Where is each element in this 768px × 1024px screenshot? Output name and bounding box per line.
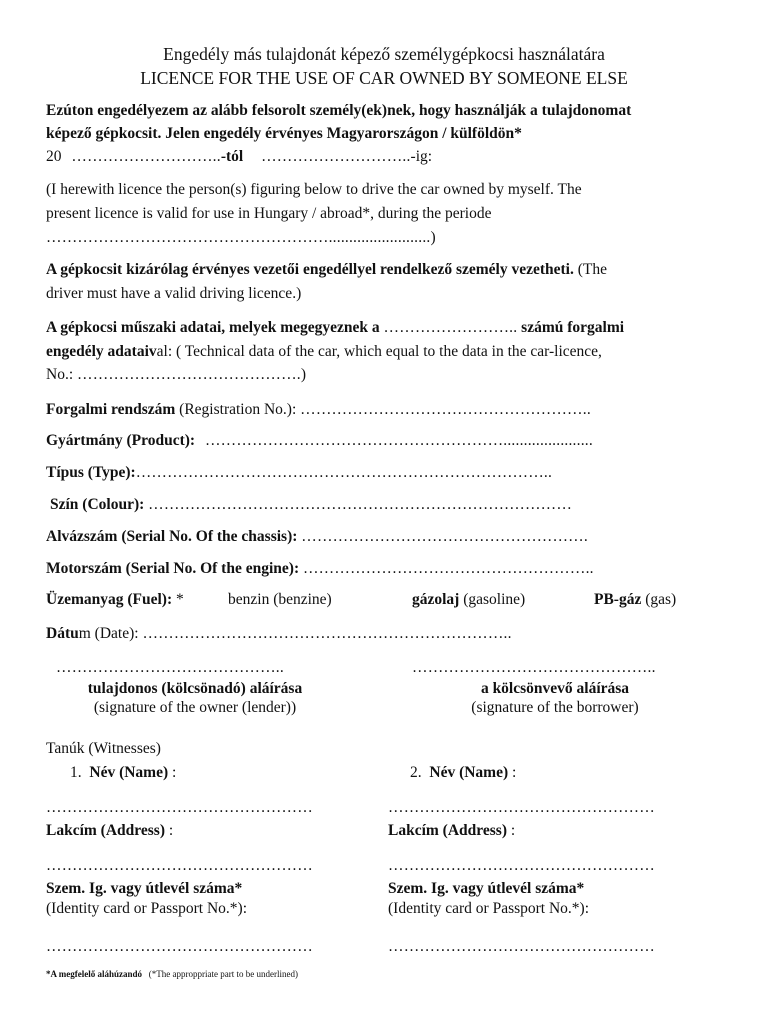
driver-requirement-line1: A gépkocsit kizárólag érvényes vezetői engedéllyel rendelkező személy vezetheti. (The	[46, 261, 607, 278]
fuel-option-gasoline[interactable]: gázolaj (gasoline)	[412, 591, 526, 608]
fuel-option-gas[interactable]: PB-gáz (gas)	[594, 591, 677, 608]
intro-en-period-dots: ……………………………………………….........................)	[46, 229, 436, 246]
intro-en-line2: present licence is valid for use in Hungary / abroad*, during the periode	[46, 205, 492, 222]
title-hungarian: Engedély más tulajdonát képező személygépkocsi használatára	[163, 44, 605, 64]
intro-hu-line1: Ezúton engedélyezem az alább felsorolt személy(ek)nek, hogy használják a tulajdonomat	[46, 102, 632, 119]
registration-dots: ………………………………………………..	[300, 401, 591, 418]
technical-data-line2: engedély adataival: ( Technical data of the car, which equal to the data in the car-licence,	[46, 343, 602, 360]
footnote: *A megfelelő aláhúzandó (*The approppriate part to be underlined)	[46, 969, 298, 979]
witness-1-address-dots: ……………………………………………	[46, 857, 313, 874]
witness-1-name-label: 1. Név (Name) :	[70, 764, 177, 781]
owner-signature-caption: (signature of the owner (lender))	[93, 699, 297, 716]
field-type: Típus (Type):……………………………………………………………………..	[46, 464, 553, 481]
period-to-dots: ………………………..	[261, 148, 411, 165]
owner-signature-label: tulajdonos (kölcsönadó) aláírása	[87, 680, 303, 697]
driver-requirement-line2: driver must have a valid driving licence.)	[46, 285, 302, 302]
product-dots: …………………………………………………......................	[204, 432, 593, 449]
witness-2-name-dots: ……………………………………………	[388, 799, 655, 816]
chassis-dots: ……………………………………………….	[301, 528, 588, 545]
field-colour: Szín (Colour): ………………………………………………………………………	[50, 496, 573, 513]
witness-1-address-label: Lakcím (Address) :	[46, 822, 174, 839]
owner-signature-dots: ……………………………………..	[56, 659, 284, 676]
engine-dots: ………………………………………………..	[302, 560, 594, 577]
witness-2-address-label: Lakcím (Address) :	[388, 822, 516, 839]
validity-period-line: 20 ………………………..-tól ………………………..-ig:	[46, 148, 433, 165]
borrower-signature-label: a kölcsönvevő aláírása	[480, 680, 630, 697]
licence-number-dots: …………………………………….)	[77, 366, 307, 383]
witness-1-id-dots: ……………………………………………	[46, 938, 313, 955]
witness-1-name-dots: ……………………………………………	[46, 799, 313, 816]
fuel-label: Üzemanyag (Fuel): *	[46, 591, 184, 608]
witness-2-id-label: Szem. Ig. vagy útlevél száma*	[388, 880, 585, 897]
borrower-signature-dots: ………………………………………..	[412, 659, 656, 676]
witness-2-id-caption: (Identity card or Passport No.*):	[388, 900, 590, 917]
period-from-dots: ………………………..	[71, 148, 221, 165]
title-english: LICENCE FOR THE USE OF CAR OWNED BY SOMEONE ELSE	[140, 68, 628, 88]
type-dots: ……………………………………………………………………..	[135, 464, 553, 481]
witnesses-heading: Tanúk (Witnesses)	[46, 740, 161, 757]
field-registration: Forgalmi rendszám (Registration No.): ………………………………………………..	[46, 401, 591, 418]
licence-number-line: No.: …………………………………….)	[46, 366, 307, 383]
colour-dots: ………………………………………………………………………	[148, 496, 573, 513]
date-line: Dátum (Date): ……………………………………………………………..	[46, 625, 512, 642]
borrower-signature-caption: (signature of the borrower)	[471, 699, 639, 716]
fuel-option-benzine[interactable]: benzin (benzine)	[228, 591, 332, 608]
intro-hu-line2: képező gépkocsit. Jelen engedély érvényes Magyarországon / külföldön*	[46, 125, 522, 142]
technical-data-line1: A gépkocsi műszaki adatai, melyek megegyeznek a …………………….. számú forgalmi	[46, 319, 625, 336]
witness-2-id-dots: ……………………………………………	[388, 938, 655, 955]
witness-1-id-label: Szem. Ig. vagy útlevél száma*	[46, 880, 243, 897]
date-dots: ……………………………………………………………..	[142, 625, 512, 642]
intro-en-line1: (I herewith licence the person(s) figuring below to drive the car owned by myself. The	[46, 181, 582, 198]
field-chassis: Alvázszám (Serial No. Of the chassis): ……………………………………………….	[46, 528, 588, 545]
field-engine: Motorszám (Serial No. Of the engine): ………………………………………………..	[46, 560, 594, 577]
witness-1-id-caption: (Identity card or Passport No.*):	[46, 900, 248, 917]
witness-2-address-dots: ……………………………………………	[388, 857, 655, 874]
field-product: Gyártmány (Product): …………………………………………………......................	[46, 432, 593, 449]
witness-2-name-label: 2. Név (Name) :	[410, 764, 517, 781]
